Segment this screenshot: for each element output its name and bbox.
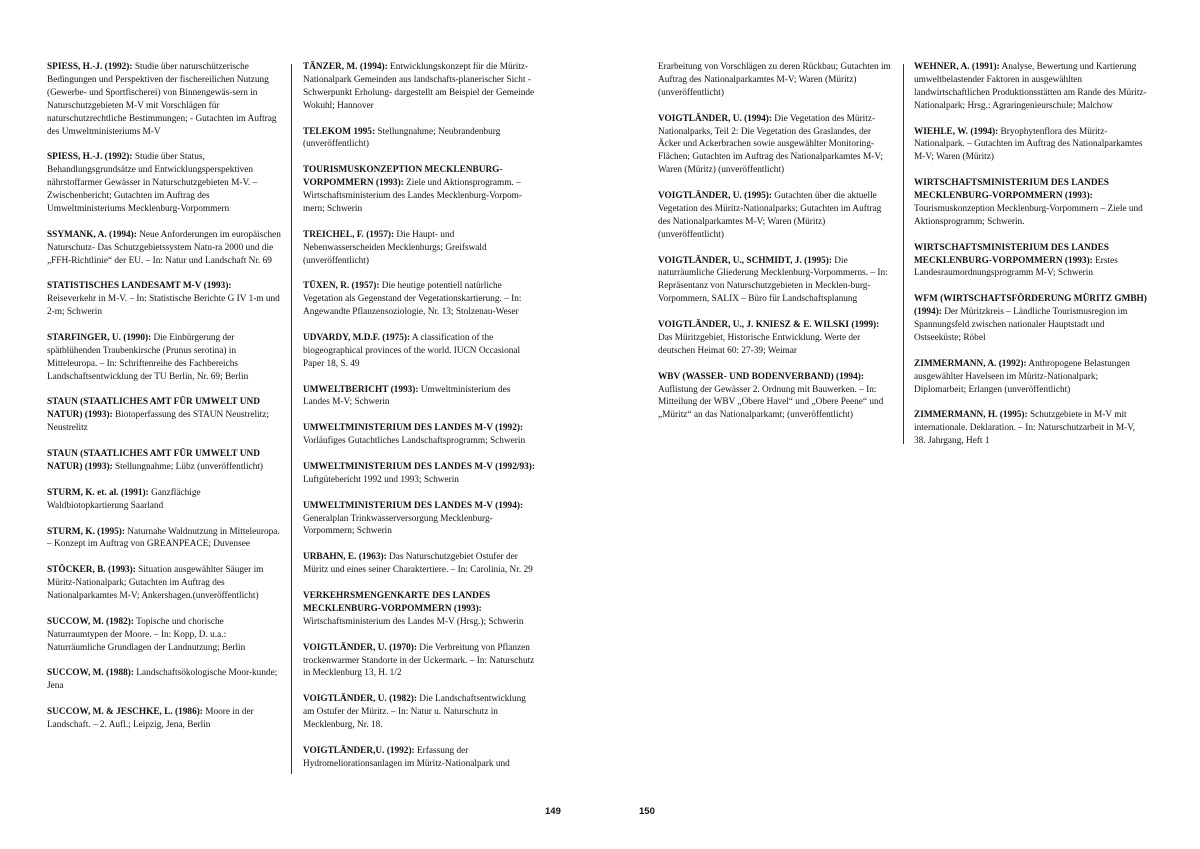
entry-author: SUCCOW, M. (1982): xyxy=(47,616,134,627)
page-number-left: 149 xyxy=(545,806,561,817)
entry-author: WFM (WIRTSCHAFTSFÖRDERUNG MÜRITZ GMBH) (1994): xyxy=(914,294,1147,318)
bibliography-entry xyxy=(47,229,281,268)
entry-author: STAUN (STAATLICHES AMT FÜR UMWELT UND NATUR) (1993): xyxy=(47,449,260,472)
entry-author: UDVARDY, M.D.F. (1975): xyxy=(303,332,411,343)
bibliography-entry xyxy=(47,280,281,319)
entry-author: WIRTSCHAFTSMINISTERIUM DES LANDES MECKLENBURG-VORPOMMERN (1993): xyxy=(914,178,1109,202)
entry-author: WBV (WASSER- UND BODENVERBAND) (1994): xyxy=(658,371,864,382)
entry-text: Studie über naturschützerische Bedingungen und Perspektiven der fischereilichen Nutzung (Gewerbe- und Sportfischerei) von Binnengewäs-sern in Naturschutzgebieten M-V mit Vorschlägen für naturschutzrechtliche Bestimmungen; - Gutachten im Auftrag des Umweltministeriums M-V xyxy=(47,62,277,137)
entry-author: SSYMANK, A. (1994): xyxy=(47,229,137,240)
entry-text: Anthropogene Belastungen ausgewählter Havelseen im Müritz-Nationalpark; Diplomarbeit; Erlangen (unveröffentlicht) xyxy=(914,358,1130,395)
bibliography-entry xyxy=(47,706,281,732)
entry-author: STURM, K. et. al. (1991): xyxy=(47,487,149,498)
entry-text: Naturnahe Waldnutzung in Mitteleuropa. – Konzept im Auftrag von GREANPEACE; Duvensee xyxy=(47,526,280,550)
entry-author: STATISTISCHES LANDESAMT M-V (1993): xyxy=(47,281,232,292)
entry-text: Bryophytenflora des Müritz-Nationalpark. – Gutachten im Auftrag des Nationalparkamtes M-V; Waren (Müritz) xyxy=(914,126,1143,163)
entry-author: SUCCOW, M. (1988): xyxy=(47,668,134,679)
entry-text: Gutachten über die aktuelle Vegetation des Müritz-Nationalparks; Gutachten im Auftrag des Nationalparkamtes M-V; Waren (Müritz) (unveröffentlicht) xyxy=(658,191,882,240)
entry-text: Umweltministerium des Landes M-V; Schwerin xyxy=(303,384,511,408)
entry-text: Die naturräumliche Gliederung Mecklenburg-Vorpommerns. – In: Repräsentanz von Naturschutzgebieten in Mecklen-burg-Vorpommern, SALIX – Büro für Landschaftsplanung xyxy=(658,255,888,305)
column-divider-right-page xyxy=(903,64,904,444)
entry-author: UMWELTMINISTERIUM DES LANDES M-V (1992/93): xyxy=(303,461,535,472)
entry-author: STÖCKER, B. (1993): xyxy=(47,565,136,576)
entry-text: Stellungnahme; Lübz (unveröffentlicht) xyxy=(112,462,264,472)
entry-author: UMWELTBERICHT (1993): xyxy=(303,384,419,395)
entry-author: VERKEHRSMENGENKARTE DES LANDES MECKLENBURG-VORPOMMERN (1993): xyxy=(303,590,491,614)
entry-author: UMWELTMINISTERIUM DES LANDES M-V (1992): xyxy=(303,423,524,434)
bibliography-entry xyxy=(303,332,537,371)
bibliography-entry xyxy=(914,293,1148,345)
bibliography-entry xyxy=(658,371,892,423)
entry-author: STARFINGER, U. (1990): xyxy=(47,332,152,343)
page-number-right: 150 xyxy=(639,806,655,817)
entry-text: Vorläufiges Gutachtliches Landschaftsprogramm; Schwerin xyxy=(303,436,526,447)
bibliography-entry xyxy=(303,422,537,448)
bibliography-entry xyxy=(658,255,892,307)
entry-text: Das Müritzgebiet, Historische Entwicklung. Werte der deutschen Heimat 60: 27-39; Weimar xyxy=(658,332,861,356)
bibliography-entry xyxy=(47,564,281,603)
bibliography-entry xyxy=(303,461,537,487)
entry-text: Ziele und Aktionsprogramm. – Wirtschaftsministerium des Landes Mecklenburg-Vorpom-mern; Schwerin xyxy=(303,178,523,214)
bibliography-entry xyxy=(658,319,892,358)
bibliography-entry xyxy=(303,229,537,268)
entry-text: Topische und chorische Naturraumtypen der Moore. – In: Kopp, D. u.a.: Naturräumliche Grundlagen der Landnutzung; Berlin xyxy=(47,616,246,653)
entry-author: WIRTSCHAFTSMINISTERIUM DES LANDES MECKLENBURG-VORPOMMERN (1993): xyxy=(914,242,1109,266)
entry-author: ZIMMERMANN, A. (1992): xyxy=(914,358,1027,369)
bibliography-column-4 xyxy=(914,61,1148,461)
entry-text: Die Landschaftsentwicklung am Ostufer der Müritz. – In: Natur u. Naturschutz in Mecklenburg, Nr. 18. xyxy=(303,694,526,731)
bibliography-entry xyxy=(914,61,1148,113)
bibliography-entry xyxy=(303,745,537,771)
entry-text: Analyse, Bewertung und Kartierung umweltbelastender Faktoren in ausgewählten landwirtschaftlichen Produktionsstätten am Rande des Müritz-Nationalpark; Hrsg.: Agraringenieurschule; Malchow xyxy=(914,62,1147,111)
entry-text: A classification of the biogeographical provinces of the world. IUCN Occasional Paper 18, S. 49 xyxy=(303,332,521,369)
entry-text: Landschaftsökologische Moor-kunde; Jena xyxy=(47,668,278,692)
entry-author: WIEHLE, W. (1994): xyxy=(914,126,999,137)
bibliography-entry xyxy=(303,61,537,113)
entry-author: WEHNER, A. (1991): xyxy=(914,62,1000,72)
bibliography-entry xyxy=(303,693,537,732)
entry-text: Entwicklungskonzept für die Müritz-Nationalpark Gemeinden aus landschafts-planerischer Sicht -Schwerpunkt Erholung- dargestellt am Beispiel der Gemeinde Wokuhl; Hannover xyxy=(303,62,535,111)
bibliography-entry xyxy=(47,667,281,693)
bibliography-entry xyxy=(47,526,281,552)
entry-author: SPIESS, H.-J. (1992): xyxy=(47,152,133,163)
bibliography-entry xyxy=(914,177,1148,229)
entry-text: Studie über Status, Behandlungsgrundsätze und Entwicklungsperspektiven nährstoffarmer Gewässer in Naturschutzgebieten M-V. – Zwischenbericht; Gutachten im Auftrag des Umweltministeriums Mecklenburg-Vorpommern xyxy=(47,152,258,214)
bibliography-entry xyxy=(47,151,281,216)
bibliography-entry xyxy=(303,551,537,577)
entry-text: Erstes Landesraumordnungsprogramm M-V; Schwerin xyxy=(914,255,1118,279)
entry-text: Situation ausgewählter Säuger im Müritz-Nationalpark; Gutachten im Auftrag des Nationalparkamtes M-V; Ankershagen.(unveröffentlicht) xyxy=(47,565,264,602)
entry-text: Stellungnahme; Neubrandenburg (unveröffentlicht) xyxy=(303,126,501,150)
entry-text: Luftgütebericht 1992 und 1993; Schwerin xyxy=(303,474,459,485)
bibliography-entry xyxy=(658,113,892,178)
bibliography-column-2 xyxy=(303,61,537,784)
entry-text: Die Verbreitung von Pflanzen trockenwarmer Standorte in der Uckermark. – In: Naturschutz in Mecklenburg 13, H. 1/2 xyxy=(303,642,535,679)
bibliography-entry xyxy=(914,409,1148,448)
entry-author: VOIGTLÄNDER,U. (1992): xyxy=(303,745,415,756)
bibliography-entry xyxy=(47,332,281,384)
bibliography-entry xyxy=(47,487,281,513)
bibliography-column-1 xyxy=(47,61,281,745)
entry-author: STURM, K. (1995): xyxy=(47,526,125,537)
entry-author: STAUN (STAATLICHES AMT FÜR UMWELT UND NATUR) (1993): xyxy=(47,397,260,421)
bibliography-entry xyxy=(47,61,281,138)
bibliography-entry xyxy=(914,242,1148,281)
entry-text: Biotoperfassung des STAUN Neustrelitz; Neustrelitz xyxy=(47,410,269,434)
entry-author: SPIESS, H.-J. (1992): xyxy=(47,62,133,72)
entry-text: Moore in der Landschaft. – 2. Aufl.; Leipzig, Jena, Berlin xyxy=(47,707,254,731)
bibliography-entry xyxy=(914,358,1148,397)
bibliography-entry xyxy=(303,642,537,681)
entry-author: TOURISMUSKONZEPTION MECKLENBURG-VORPOMMERN (1993): xyxy=(303,165,503,189)
entry-text: Erfassung der Hydromeliorationsanlagen im Müritz-Nationalpark und xyxy=(303,745,510,769)
bibliography-entry xyxy=(303,126,537,152)
entry-author: TÜXEN, R. (1957): xyxy=(303,281,380,292)
bibliography-entry xyxy=(658,190,892,242)
entry-author: VOIGTLÄNDER, U. (1970): xyxy=(303,642,417,653)
entry-text: Generalplan Trinkwasserversorgung Mecklenburg-Vorpommern; Schwerin xyxy=(303,513,493,537)
entry-author: VOIGTLÄNDER, U. (1994): xyxy=(658,113,772,124)
entry-text: Neue Anforderungen im europäischen Naturschutz- Das Schutzgebietssystem Natu-ra 2000 und die „FFH-Richtlinie“ der EU. – In: Natur und Landschaft Nr. 69 xyxy=(47,229,281,266)
entry-text: Die Vegetation des Müritz-Nationalparks, Teil 2: Die Vegetation des Graslandes, der Äcker und Ackerbrachen sowie ausgewählter Monitoring-Flächen; Gutachten im Auftrag des Nationalparkamtes M-V; Waren (Müritz) (unveröffentlicht) xyxy=(658,113,883,176)
entry-author: VOIGTLÄNDER, U. (1995): xyxy=(658,191,772,202)
entry-text: Der Müritzkreis – Ländliche Tourismusregion im Spannungsfeld zwischen nationaler Hauptstadt und Ostseeküste; Röbel xyxy=(914,307,1128,343)
entry-author: VOIGTLÄNDER, U., SCHMIDT, J. (1995): xyxy=(658,255,832,266)
bibliography-entry xyxy=(47,448,281,474)
entry-author: VOIGTLÄNDER, U. (1982): xyxy=(303,694,417,705)
entry-text: Die heutige potentiell natürliche Vegetation als Gegenstand der Vegetationskartierung. – In: Angewandte Pflanzensoziologie, Nr. 13; Stolzenau-Weser xyxy=(303,281,522,318)
entry-author: TÄNZER, M. (1994): xyxy=(303,62,388,72)
entry-text: Ganzflächige Waldbiotopkartierung Saarland xyxy=(47,487,201,511)
bibliography-entry xyxy=(303,384,537,410)
entry-author: UMWELTMINISTERIUM DES LANDES M-V (1994): xyxy=(303,500,524,511)
entry-author: VOIGTLÄNDER, U., J. KNIESZ & E. WILSKI (1999): xyxy=(658,320,880,331)
entry-text: Das Naturschutzgebiet Ostufer der Müritz und eines seiner Charaktertiere. – In: Carolinia, Nr. 29 xyxy=(303,552,533,576)
bibliography-entry xyxy=(303,164,537,216)
entry-text: Wirtschaftsministerium des Landes M-V (Hrsg.); Schwerin xyxy=(303,616,524,627)
column-divider-left-page xyxy=(291,64,292,774)
bibliography-entry xyxy=(47,396,281,435)
entry-text: Die Haupt- und Nebenwasserscheiden Mecklenburgs; Greifswald (unveröffentlicht) xyxy=(303,229,487,266)
entry-author: TELEKOM 1995: xyxy=(303,126,376,137)
entry-text: Auflistung der Gewässer 2. Ordnung mit Bauwerken. – In: Mitteilung der WBV „Obere Havel“ und „Obere Peene“ und „Müritz“ an das Nationalparkamt; (unveröffentlicht) xyxy=(658,384,884,421)
entry-author: SUCCOW, M. & JESCHKE, L. (1986): xyxy=(47,707,203,718)
bibliography-entry xyxy=(914,126,1148,165)
bibliography-column-3 xyxy=(658,61,892,435)
bibliography-entry xyxy=(303,500,537,539)
bibliography-entry xyxy=(303,280,537,319)
entry-text: Schutzgebiete in M-V mit internationale. Deklaration. – In: Naturschutzarbeit in M-V, 38. Jahrgang, Heft 1 xyxy=(914,410,1136,447)
entry-author: TREICHEL, F. (1957): xyxy=(303,229,395,240)
entry-author: URBAHN, E. (1963): xyxy=(303,552,387,563)
entry-author: ZIMMERMANN, H. (1995): xyxy=(914,410,1028,421)
entry-text: Erarbeitung von Vorschlägen zu deren Rückbau; Gutachten im Auftrag des Nationalparkamtes M-V; Waren (Müritz) (unveröffentlicht) xyxy=(658,62,891,98)
bibliography-entry xyxy=(47,616,281,655)
entry-text: Tourismuskonzeption Mecklenburg-Vorpommern – Ziele und Aktionsprogramm; Schwerin. xyxy=(914,203,1143,227)
bibliography-entry xyxy=(303,590,537,629)
entry-text: Reiseverkehr in M-V. – In: Statistische Berichte G IV 1-m und 2-m; Schwerin xyxy=(47,294,280,318)
entry-text: Die Einbürgerung der spätblühenden Traubenkirsche (Prunus serotina) in Mitteleuropa. – In: Schriftenreihe des Fachbereichs Landschaftsentwicklung der TU Berlin, Nr. 69; Berlin xyxy=(47,332,249,382)
bibliography-entry xyxy=(658,61,892,100)
